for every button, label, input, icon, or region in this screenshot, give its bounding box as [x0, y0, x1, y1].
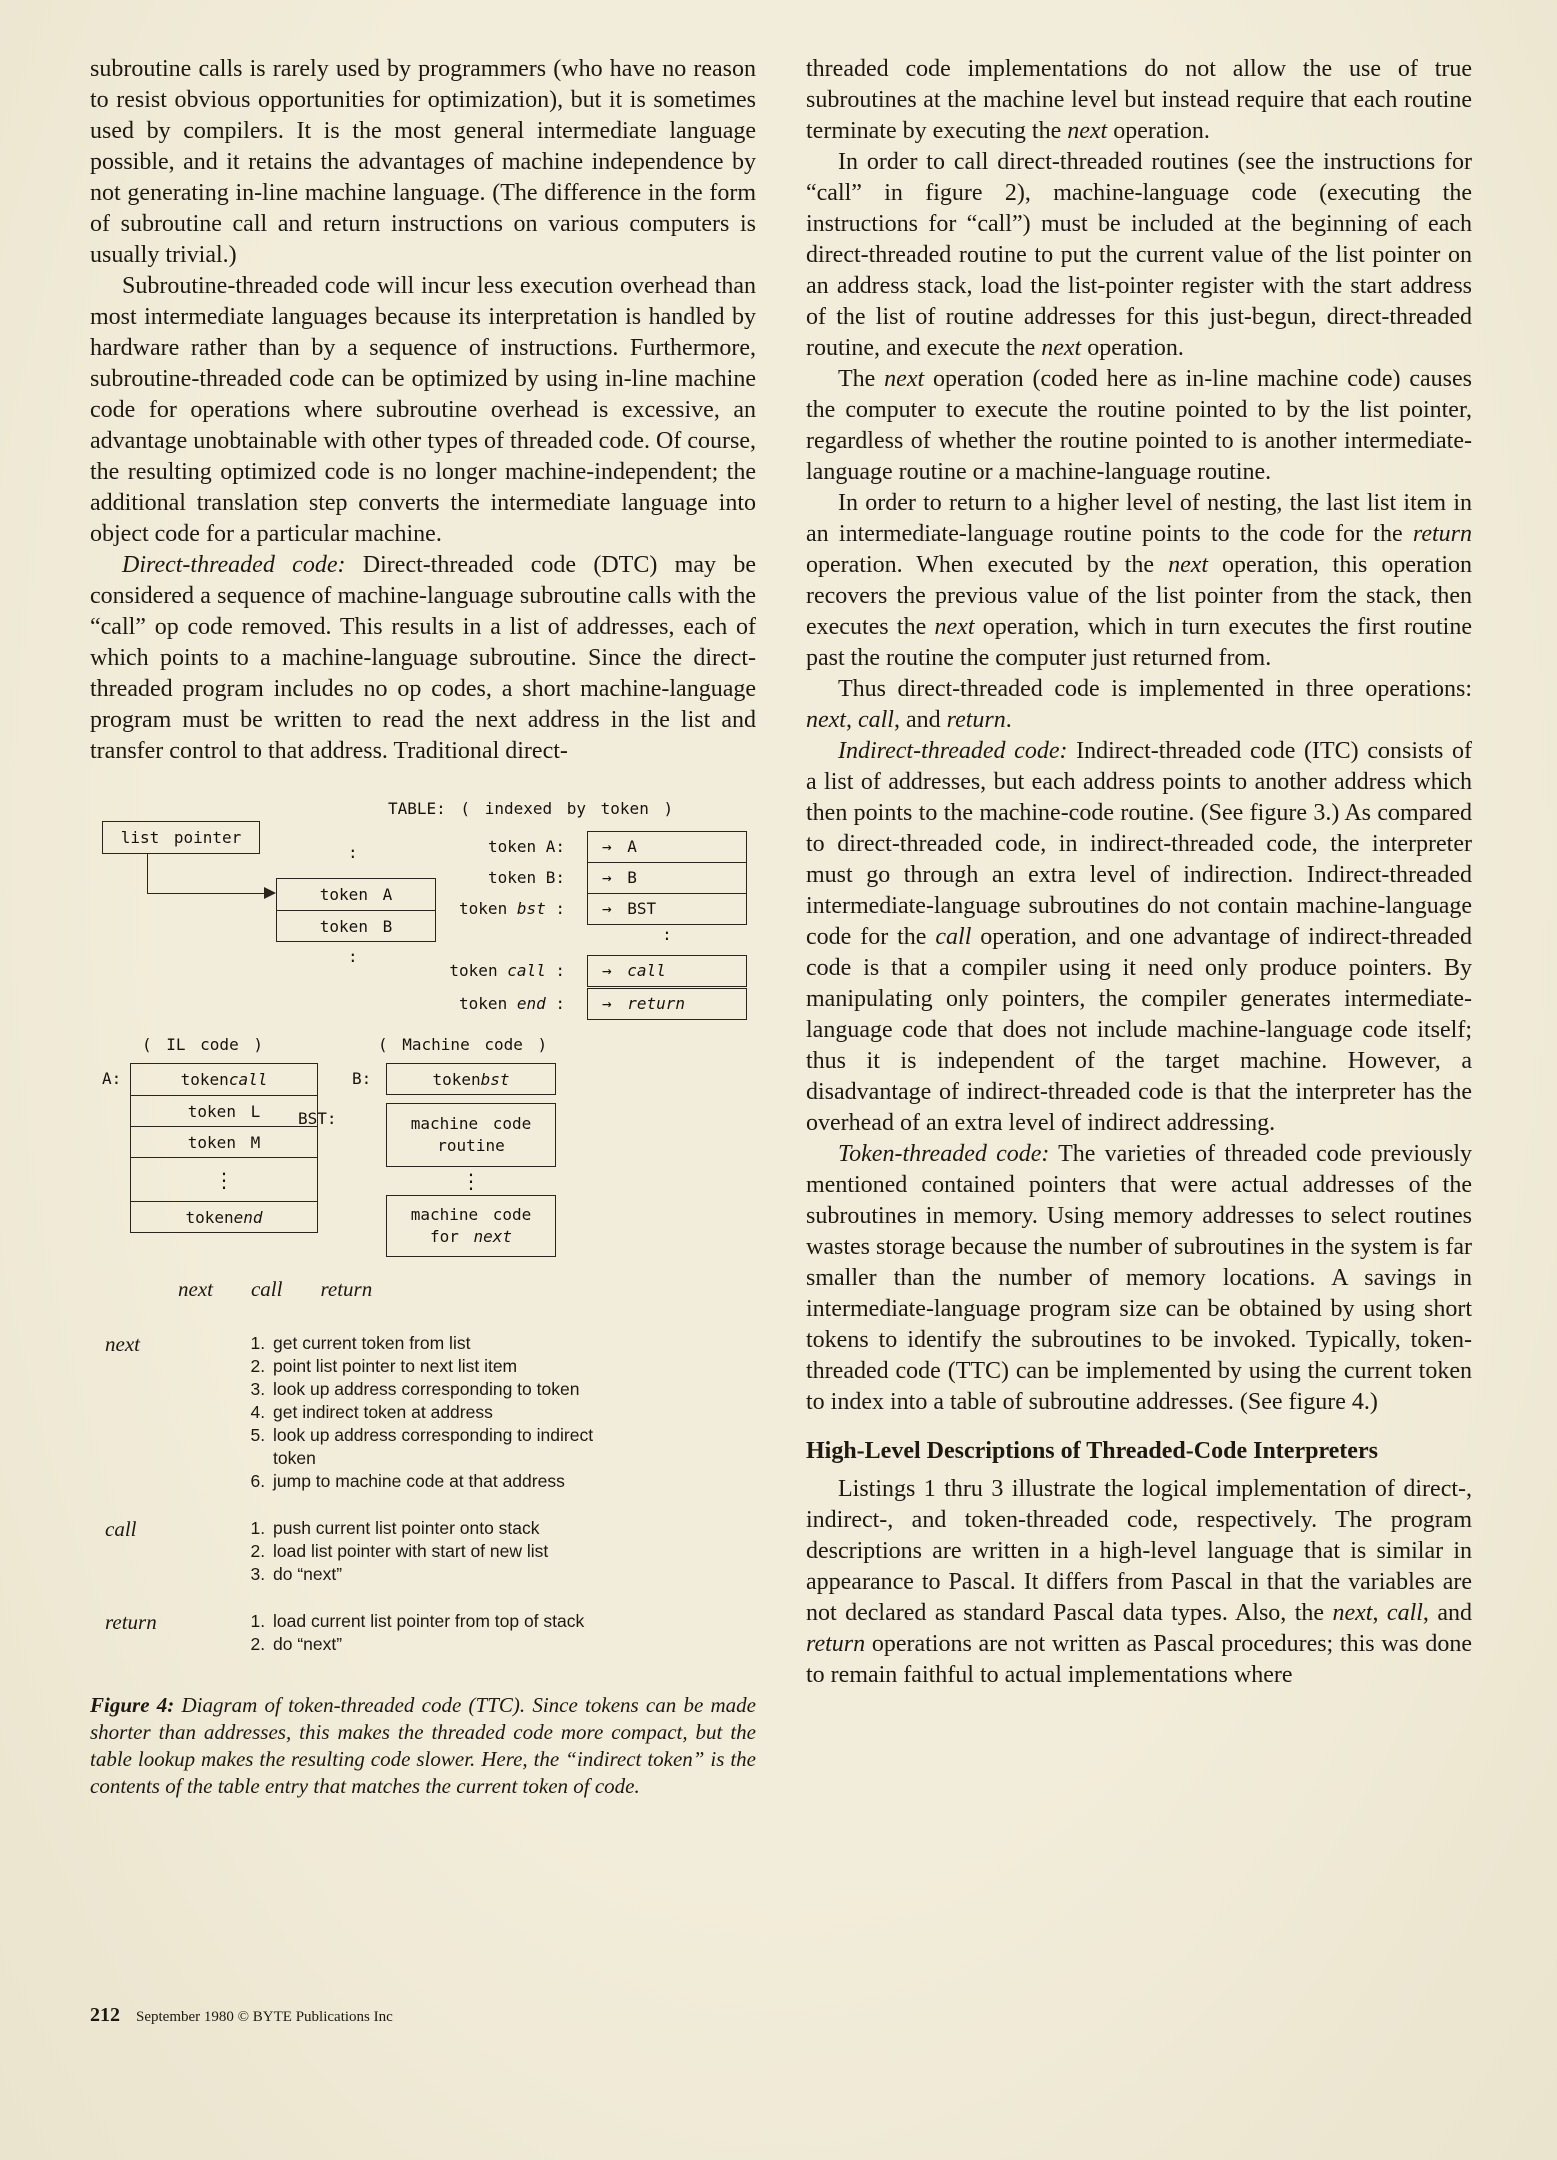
paragraph: Thus direct-threaded code is implemented in three operations: next, call, and return. [806, 676, 1472, 733]
table-row-value: → BST [587, 893, 747, 925]
op-word-call: call [250, 1277, 283, 1301]
machine-routine-box [386, 1103, 556, 1167]
operation-step: 1. load current list pointer from top of stack [270, 1610, 600, 1633]
paragraph: subroutine calls is rarely used by programmers (who have no reason to resist obvious opportunities for optimization), but it is sometimes used by compilers. It is the most general intermediate language possible, and it retains the advantages of machine independence by not generating in-line machine language. (The difference in the form of subroutine call and return instructions on various computers is usually trivial.) [90, 56, 756, 268]
paragraph: In order to return to a higher level of nesting, the last list item in an intermediate-language routine points to the code for the return operation. When executed by the next operation, this operation recovers the previous value of the list pointer from the stack, then executes the next operation, which in turn executes the first routine past the routine the computer just returned from. [806, 490, 1472, 671]
list-pointer-box: list pointer [102, 821, 260, 854]
operation-name: next [105, 1332, 140, 1356]
token-list-cell: token A [319, 885, 393, 904]
paragraph: Listings 1 thru 3 illustrate the logical implementation of direct-, indirect-, and token-threaded code, respectively. The program descriptions are written in a high-level language that is similar in appearance to Pascal. It differs from Pascal in that the variables are not declared as standard Pascal data types. Also, the next, call, and return operations are not written as Pascal procedures; this was done to remain faithful to actual implementations where [806, 1476, 1473, 1688]
table-row-label: token end : [459, 994, 565, 1013]
token-bst-box: token bst [386, 1063, 556, 1095]
il-stack-label: A: [102, 1069, 122, 1088]
table-row-label: token bst : [459, 899, 565, 918]
operation-return [90, 1610, 756, 1656]
il-cell: token end [131, 1201, 317, 1232]
operation-steps [240, 1610, 600, 1656]
arrowhead-icon [264, 887, 276, 899]
operation-name: return [105, 1610, 157, 1634]
paragraph: Direct-threaded code: Direct-threaded code (DTC) may be considered a sequence of machine-language subroutine calls with the “call” op code removed. This results in a list of addresses, each of which points to a machine-language subroutine. Since the direct-threaded program includes no op codes, a short machine-language program must be written to read the next address in the list and transfer control to that address. Traditional direct- [90, 552, 756, 764]
left-column [90, 54, 756, 1800]
il-cell: token call [180, 1070, 268, 1089]
connector-line-vertical [147, 854, 148, 894]
section-heading: High-Level Descriptions of Threaded-Code Interpreters [806, 1438, 1378, 1464]
paragraph: Token-threaded code: The varieties of threaded code previously mentioned contained pointers that were actual addresses of the subroutines in memory. Using memory addresses to select routines wastes storage because the number of subroutines in the system is far smaller than the number of memory locations. A savings in intermediate-language program size can be obtained by using short tokens to identify the subroutines to be invoked. Typically, token-threaded code (TTC) can be implemented by using the current token to index into a table of subroutine addresses. (See figure 4.) [806, 1141, 1472, 1415]
table-row-label: token A: [487, 837, 565, 856]
machine-next-box [386, 1195, 556, 1257]
ellipsis-colon-below: : [348, 947, 358, 966]
paragraph: The next operation (coded here as in-line machine code) causes the computer to execute the routine pointed to by the list pointer, regardless of whether the routine pointed to is another intermediate-language routine or a machine-language routine. [806, 366, 1473, 485]
connector-line-horizontal [147, 893, 265, 894]
operation-step: 1. push current list pointer onto stack [270, 1517, 600, 1540]
machine-routine-line: machine code [410, 1114, 532, 1133]
operation-step: 2. point list pointer to next list item [270, 1355, 600, 1378]
op-word-next: next [178, 1277, 213, 1301]
ellipsis-colon-above: : [348, 843, 358, 862]
operation-steps [240, 1332, 600, 1493]
operation-step: 3. look up address corresponding to token [270, 1378, 600, 1401]
figure-caption: Figure 4: Diagram of token-threaded code (TTC). Since tokens can be made shorter than addresses, this makes the threaded code more compact, but the table lookup makes the resulting code slower. Here, the “indirect token” is the contents of the table entry that matches the current token of code. [90, 1693, 756, 1798]
table-heading: TABLE: ( indexed by token ) [388, 799, 674, 818]
operation-step: 3. do “next” [270, 1563, 600, 1586]
paragraph: threaded code implementations do not allow the use of true subroutines at the machine level but instead require that each routine terminate by executing the next operation. [806, 56, 1472, 144]
table-row-label: token call : [449, 961, 565, 980]
il-cell: token L [131, 1095, 317, 1126]
token-list-cell: token B [277, 910, 435, 941]
page-number: 212 [90, 2004, 120, 2026]
machine-routine-line: routine [437, 1136, 505, 1155]
paragraph: Indirect-threaded code: Indirect-threaded code (ITC) consists of a list of addresses, but each address points to another address which then points to the machine-code routine. (See figure 3.) As compared to direct-threaded code, in indirect-threaded code, the interpreter must go through an extra level of indirection. Indirect-threaded intermediate-language subroutines do not contain machine-language code for the call operation, and one advantage of indirect-threaded code is that a compiler using it need only produce pointers. By manipulating only pointers, the compiler generates intermediate-language code that does not include machine-language code itself; thus it is independent of the target machine. However, a disadvantage of indirect-threaded code is that the interpreter has the overhead of an extra level of indirect addressing. [806, 738, 1473, 1136]
operations-words-row [90, 1277, 756, 1302]
operation-step: 4. get indirect token at address [270, 1401, 600, 1424]
operation-call [90, 1517, 756, 1586]
publication-credit: September 1980 © BYTE Publications Inc [136, 2009, 393, 2025]
il-code-stack [130, 1063, 318, 1233]
paragraph: In order to call direct-threaded routines (see the instructions for “call” in figure 2), machine-language code (executing the instructions for “call”) must be included at the beginning of each direct-threaded routine to put the current value of the list pointer on an address stack, load the list-pointer register with the start address of the list of routine addresses for this just-begun, direct-threaded routine, and execute the next operation. [806, 149, 1472, 361]
table-ellipsis: : [662, 925, 672, 944]
figure-4 [90, 797, 756, 1800]
operation-next [90, 1332, 756, 1493]
table-row-value: → return [587, 988, 747, 1020]
operation-step: 2. do “next” [270, 1633, 600, 1656]
table-row-label: token B: [487, 868, 565, 887]
machine-code-heading: ( Machine code ) [378, 1035, 548, 1054]
operation-step: 1. get current token from list [270, 1332, 600, 1355]
machine-bst-label: BST: [298, 1109, 337, 1128]
machine-b-label: B: [352, 1069, 372, 1088]
operation-steps [240, 1517, 600, 1586]
vertical-ellipsis: ⋮ [461, 1169, 481, 1193]
vertical-ellipsis: ⋮ [131, 1157, 317, 1201]
table-row-value: → call [587, 955, 747, 987]
figure-4-diagram [90, 797, 756, 1267]
il-cell: token M [131, 1126, 317, 1157]
table-row-value: → A [587, 831, 747, 863]
machine-next-line: machine code [410, 1205, 532, 1224]
machine-next-line: for next [429, 1227, 513, 1246]
table-row-value: → B [587, 862, 747, 894]
right-column [806, 54, 1472, 1691]
il-code-heading: ( IL code ) [142, 1035, 263, 1054]
operation-step: 2. load list pointer with start of new list [270, 1540, 600, 1563]
page-footer [90, 2004, 393, 2027]
paragraph: Subroutine-threaded code will incur less execution overhead than most intermediate languages because its interpretation is handled by hardware rather than by a sequence of instructions. Furthermore, subroutine-threaded code can be optimized by using in-line machine code for operations where subroutine overhead is excessive, an advantage unobtainable with other types of threaded code. Of course, the resulting optimized code is no longer machine-independent; the additional translation step converts the intermediate language into object code for a particular machine. [90, 273, 756, 547]
op-word-return: return [320, 1277, 373, 1301]
operation-name: call [105, 1517, 137, 1541]
operation-step: 5. look up address corresponding to indirect token [270, 1424, 600, 1470]
operation-step: 6. jump to machine code at that address [270, 1470, 600, 1493]
